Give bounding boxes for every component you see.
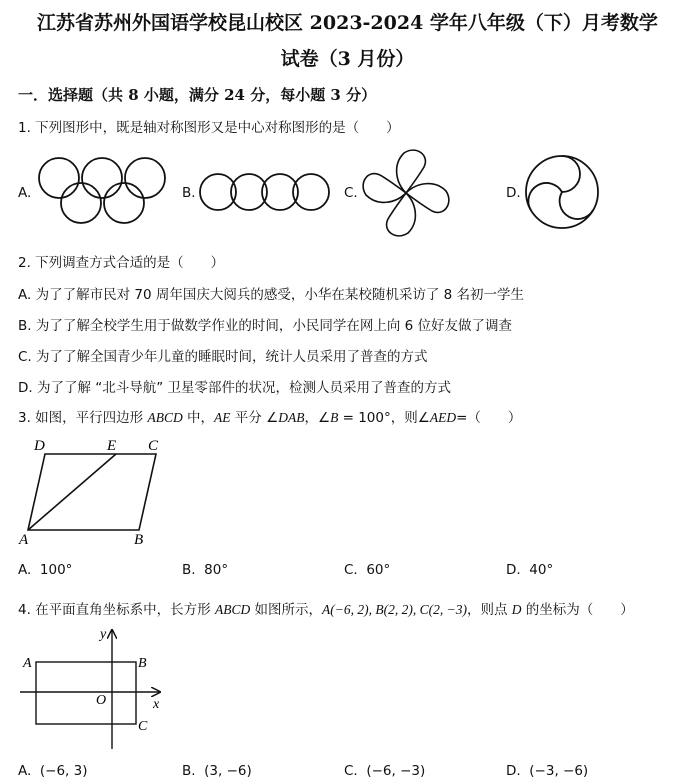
label-x-axis: x — [153, 697, 160, 712]
q3-option-c — [344, 562, 390, 578]
q1-option-b-label: B. — [182, 185, 196, 201]
q4-stem-part: 的坐标为（ ） — [521, 602, 634, 618]
ring-2 — [82, 158, 122, 198]
q4-option-letter: B. — [182, 763, 196, 779]
q2-option-b: B. 为了了解全校学生用于做数学作业的时间，小民同学在网上向 6 位好友做了调查 — [18, 318, 513, 334]
pinwheel-blade-1 — [397, 150, 426, 193]
q1-option-b-figure — [198, 168, 332, 216]
q4-option-d — [506, 763, 588, 779]
swirl-arc-1 — [562, 156, 580, 192]
q3-stem-ae: AE — [214, 410, 231, 425]
q4-stem-part: 4. 在平面直角坐标系中，长方形 — [18, 602, 215, 618]
ring-4 — [61, 183, 101, 223]
q3-option-value: 60° — [366, 562, 391, 578]
label-a: A — [23, 656, 32, 671]
q4-option-value: (3, −6) — [204, 763, 252, 779]
q4-option-a — [18, 763, 88, 779]
ring-5 — [104, 183, 144, 223]
swirl-arc-2 — [553, 192, 593, 226]
q3-option-letter: C. — [344, 562, 358, 578]
label-c: C — [148, 438, 159, 454]
label-y-axis: y — [100, 627, 107, 642]
ring-3 — [125, 158, 165, 198]
q4-stem-abcd: ABCD — [214, 602, 251, 617]
q3-option-value: 40° — [529, 562, 554, 578]
parallelogram-abcd — [28, 454, 156, 530]
q4-option-letter: A. — [18, 763, 32, 779]
q4-stem-points: A(−6, 2), B(2, 2), C(2, −3) — [322, 602, 467, 617]
q3-stem-part: 平分 ∠ — [230, 410, 279, 426]
pinwheel-blade-3 — [387, 193, 416, 236]
q3-stem-part: = 100°，则∠ — [338, 410, 430, 426]
q3-stem-b: B — [330, 410, 339, 425]
segment-ae — [28, 454, 116, 530]
question-4-stem — [18, 598, 634, 618]
q3-parallelogram-figure — [14, 434, 174, 546]
q4-option-letter: C. — [344, 763, 358, 779]
q1-option-d-figure — [522, 152, 602, 232]
exam-title-line1: 江苏省苏州外国语学校昆山校区 2023-2024 学年八年级（下）月考数学 — [37, 12, 658, 34]
q4-stem-part: 如图所示， — [250, 602, 323, 618]
pinwheel-blade-2 — [406, 184, 449, 213]
label-d: D — [34, 438, 45, 454]
question-2-stem: 2. 下列调查方式合适的是（ ） — [18, 255, 225, 271]
q1-option-c-label: C. — [344, 185, 358, 201]
label-b: B — [134, 532, 144, 546]
question-3-stem — [18, 406, 521, 426]
section-heading: 一．选择题（共 8 小题，满分 24 分，每小题 3 分） — [18, 86, 377, 104]
q3-stem-aed: AED — [429, 410, 457, 425]
q4-option-b — [182, 763, 252, 779]
q4-option-letter: D. — [506, 763, 521, 779]
q3-option-letter: A. — [18, 562, 32, 578]
rectangle-abcd — [36, 662, 136, 724]
q3-stem-part: 3. 如图，平行四边形 — [18, 410, 148, 426]
q3-stem-abcd: ABCD — [147, 410, 183, 425]
q3-option-a — [18, 562, 72, 578]
q3-stem-dab: DAB — [278, 410, 305, 425]
q1-option-a-label: A. — [18, 185, 32, 201]
label-e: E — [107, 438, 117, 454]
q1-option-c-figure — [360, 148, 452, 238]
q3-option-letter: D. — [506, 562, 521, 578]
q2-option-d: D. 为了了解 “北斗导航” 卫星零部件的状况，检测人员采用了普查的方式 — [18, 380, 452, 396]
label-b: B — [138, 656, 147, 671]
q4-stem-d: D — [511, 602, 522, 617]
q3-stem-part: ，∠ — [304, 410, 331, 426]
q4-stem-part: ，则点 — [466, 602, 512, 618]
label-c: C — [138, 719, 148, 734]
q3-option-letter: B. — [182, 562, 196, 578]
q2-option-a: A. 为了了解市民对 70 周年国庆大阅兵的感受，小华在某校随机采访了 8 名初一学生 — [18, 287, 525, 303]
label-a: A — [19, 532, 29, 546]
q3-option-d — [506, 562, 553, 578]
q3-option-b — [182, 562, 228, 578]
q4-option-c — [344, 763, 425, 779]
exam-title-line2: 试卷（3 月份） — [280, 48, 415, 70]
pinwheel-blade-4 — [363, 174, 406, 203]
label-origin: O — [96, 693, 107, 708]
q4-option-value: (−6, −3) — [366, 763, 426, 779]
q3-option-value: 100° — [39, 562, 73, 578]
q3-stem-part: 中， — [182, 410, 215, 426]
q3-stem-part: =（ ） — [456, 410, 522, 426]
q2-option-c: C. 为了了解全国青少年儿童的睡眠时间，统计人员采用了普查的方式 — [18, 349, 428, 365]
q3-option-value: 80° — [204, 562, 229, 578]
q4-option-value: (−3, −6) — [529, 763, 589, 779]
ring-1 — [39, 158, 79, 198]
q4-coordinate-figure — [14, 624, 174, 754]
q1-option-a-figure — [36, 156, 174, 228]
q4-option-value: (−6, 3) — [39, 763, 88, 779]
question-1-stem: 1. 下列图形中，既是轴对称图形又是中心对称图形的是（ ） — [18, 120, 400, 136]
q1-option-d-label: D. — [506, 185, 521, 201]
